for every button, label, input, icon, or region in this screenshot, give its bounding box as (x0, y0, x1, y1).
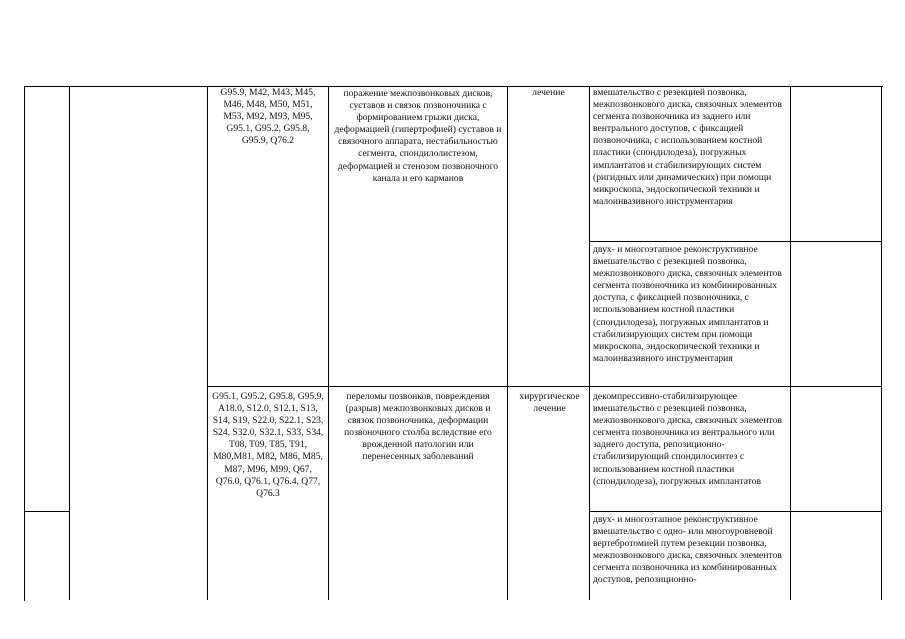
treatment-method-cell: двух- и многоэтапное реконструктивное вмешательство с резекцией позвонка, межпозвонкового диска, связочных элементов сегмента позвоночника из комбинированных доступа, с фиксацией позвоночника, с использованием костной пластики (спондилодеза), погружных имплантатов и стабилизирующих систем при помощи микроскопа, эндоскопической техники и малоинвазивного инструментария (593, 244, 782, 364)
treatment-method-cell: декомпрессивно-стабилизирующее вмешательство с резекцией позвонка, межпозвонкового диска, связочных элементов сегмента позвоночника из вентрального или заднего доступа, репозиционно-стабилизирующий спондилосинтез с использованием костной пластики (спондилодеза), погружных имплантатов (593, 391, 782, 487)
treatment-type-cell: хирургическое лечение (519, 391, 580, 415)
col-divider (328, 86, 329, 600)
col-divider (589, 86, 590, 600)
treatment-type-cell: лечение (532, 87, 565, 98)
row-divider (24, 511, 70, 512)
diagnosis-description-cell: поражение межпозвонковых дисков, суставов и связок позвоночника с формированием грыжи диска, деформацией (гипертрофией) суставов и связочного аппарата, нестабильностью сегмента, спондилолистезом, деформацией и стенозом позвоночного канала и его карманов (334, 88, 502, 184)
row-divider (589, 511, 882, 512)
treatment-method-cell: двух- и многоэтапное реконструктивное вмешательство с одно- или многоуровневой вертебротомией путем резекции позвонка, межпозвонкового диска, связочных элементов сегмента позвоночника из комбинированных доступов, репозиционно- (593, 514, 782, 586)
col-divider (69, 86, 70, 600)
treatment-method-cell: вмешательство с резекцией позвонка, межпозвонкового диска, связочных элементов сегмента позвоночника из заднего или вентрального доступов, с фиксацией позвоночника, с использованием костной пластики (спондилодеза), погружных имплантатов и стабилизирующих систем (ригидных или динамических) при помощи микроскопа, эндоскопической техники и малоинвазивного инструментария (593, 87, 782, 207)
row-divider (589, 241, 882, 242)
col-divider (207, 86, 208, 600)
col-divider (881, 86, 882, 600)
icd-codes-cell: G95.1, G95.2, G95.8, G95.9, A18.0, S12.0, S12.1, S13, S14, S19, S22.0, S22.1, S23, S24, S32.0, S32.1, S33, S34, T08, T09, T85, T91, M80,M81, M82, M86, M85, M87, M96, M99, Q67, Q76.0, Q76.1, Q76.4, Q77, Q76.3 (212, 391, 324, 499)
col-divider (790, 86, 791, 600)
row-divider (207, 386, 882, 387)
diagnosis-description-cell: переломы позвонков, повреждения (разрыв) межпозвонковых дисков и связок позвоночника, деформации позвоночного столба вследствие его врожденной патологии или перенесенных заболеваний (344, 391, 492, 463)
col-divider (507, 86, 508, 600)
icd-codes-cell: G95.9, M42, M43, M45, M46, M48, M50, M51, M53, M92, M93, M95, G95.1, G95.2, G95.8, G95.9, Q76.2 (220, 87, 316, 147)
